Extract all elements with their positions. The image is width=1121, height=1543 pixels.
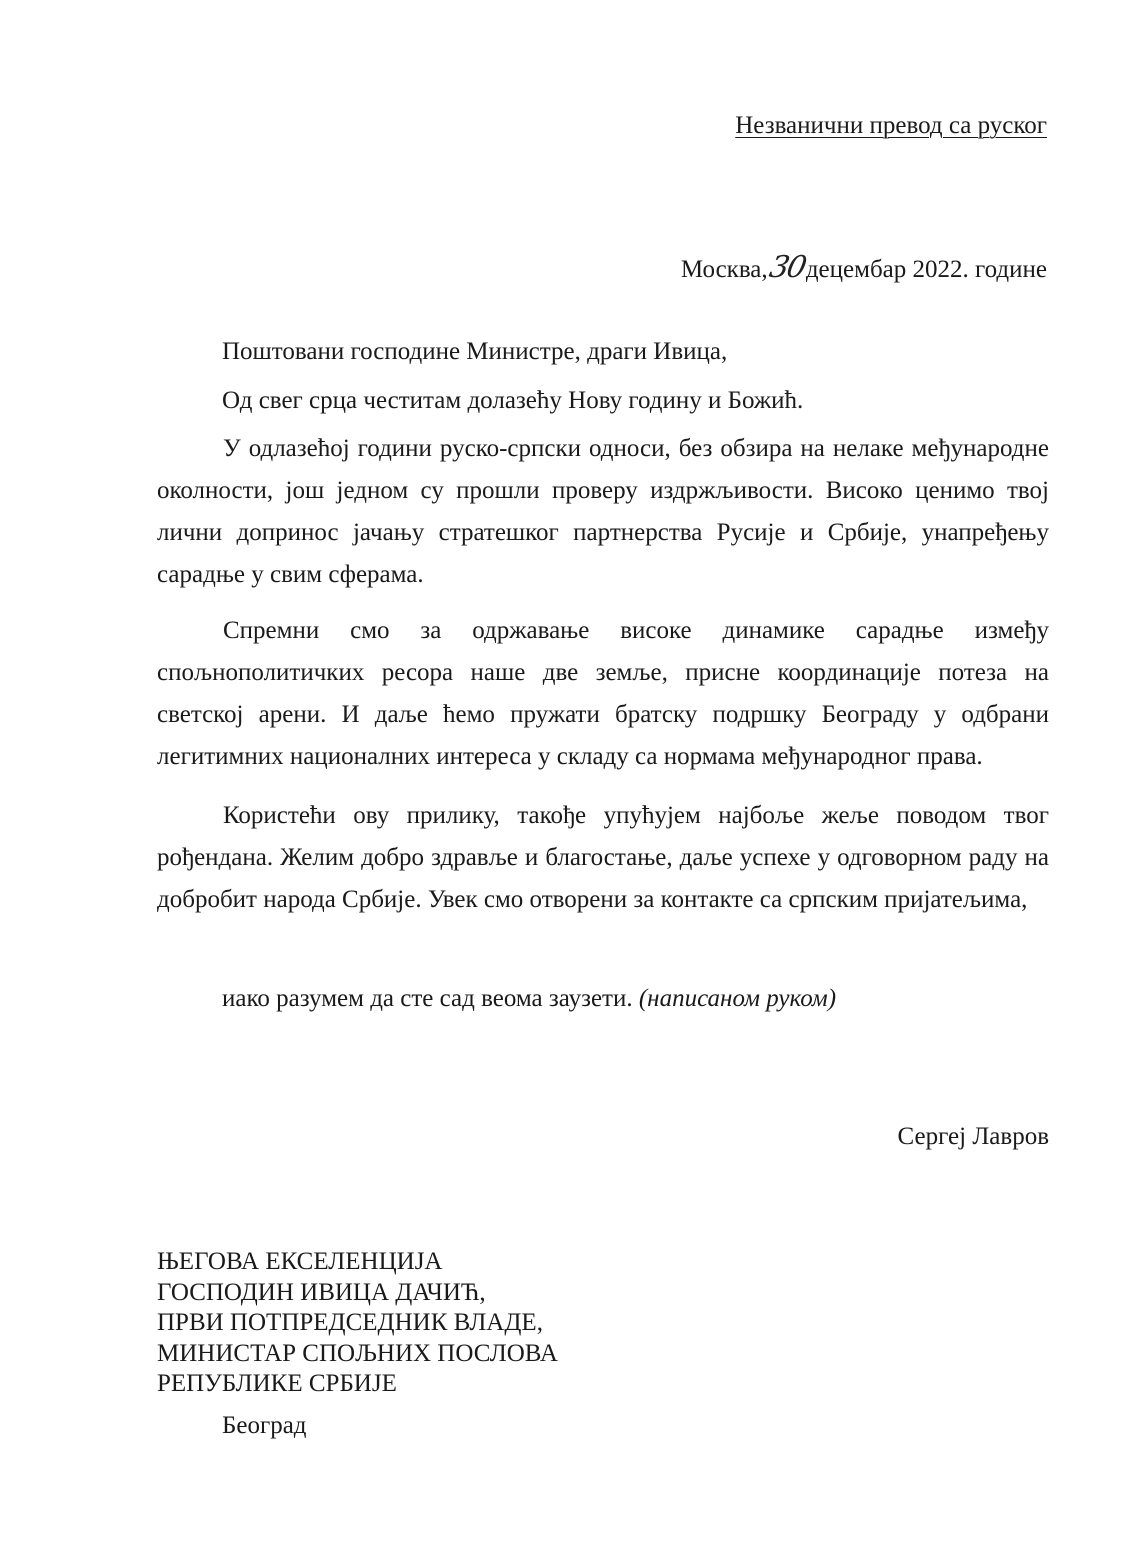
handwritten-addition-text: иако разумем да сте сад веома заузети. bbox=[222, 985, 633, 1012]
address-line-2: ГОСПОДИН ИВИЦА ДАЧИЋ, bbox=[157, 1278, 486, 1306]
paragraph-text: У одлазећој години руско-српски односи, без обзира на нелаке међународне околности, још једном су прошли проверу издржљивости. Високо ценимо твој лични допринос јачању стратешког партнерства Русије и Србије, унапређењу сарадње у свим сферама. bbox=[157, 435, 1049, 588]
address-line-1: ЊЕГОВА ЕКСЕЛЕНЦИЈА bbox=[157, 1248, 443, 1275]
address-line-4: МИНИСТАР СПОЉНИХ ПОСЛОВА bbox=[157, 1339, 558, 1367]
handwritten-addition bbox=[222, 985, 836, 1013]
handwritten-note: (написаном руком) bbox=[638, 985, 837, 1012]
dateline bbox=[681, 250, 1047, 285]
signature-name: Сергеј Лавров bbox=[897, 1123, 1049, 1150]
recipient-address bbox=[157, 1247, 558, 1400]
body-paragraph-3 bbox=[157, 795, 1049, 921]
dateline-day-handwritten: 30 bbox=[765, 250, 808, 285]
recipient-city: Београд bbox=[222, 1412, 307, 1439]
salutation: Поштовани господине Министре, драги Ивица, bbox=[222, 338, 728, 365]
paragraph-text: Користећи ову прилику, такође упућујем најбоље жеље поводом твог рођендана. Желим добро здравље и благостање, даље успехе у одговорном раду на добробит народа Србије. Увек смо отворени за контакте са српским пријатељима, bbox=[157, 802, 1049, 913]
paragraph-text: Спремни смо за одржавање високе динамике сарадње између спољнополитичких ресора наше две земље, присне координације потеза на светској арени. И даље ћемо пружати братску подршку Београду у одбрани легитимних националних интереса у складу са нормама међународног права. bbox=[157, 617, 1049, 770]
address-line-3: ПРВИ ПОТПРЕДСЕДНИК ВЛАДЕ, bbox=[157, 1309, 543, 1336]
body-paragraph-2 bbox=[157, 610, 1049, 778]
dateline-place: Москва, bbox=[680, 256, 768, 283]
address-line-5: РЕПУБЛИКЕ СРБИЈЕ bbox=[157, 1370, 397, 1397]
greeting-line: Од свег срца честитам долазећу Нову годину и Божић. bbox=[222, 387, 804, 414]
body-paragraph-1 bbox=[157, 428, 1049, 596]
dateline-month-year: децембар 2022. године bbox=[805, 256, 1047, 283]
translation-note: Незванични превод са руског bbox=[735, 112, 1047, 139]
